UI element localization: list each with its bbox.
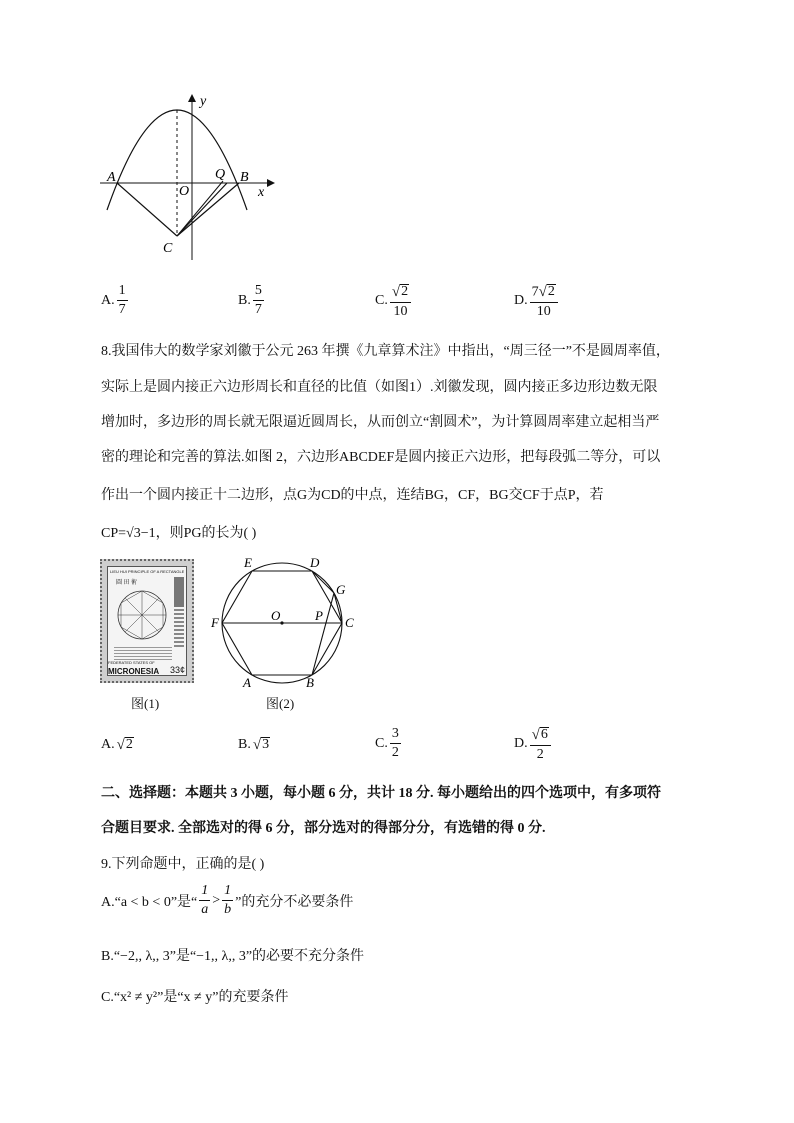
- q8-line-3: 增加时，多边形的周长就无限逼近圆周长，从而创立“割圆术”，为计算圆周率建立起相当严: [101, 415, 660, 430]
- hex-label-O: O: [271, 608, 281, 623]
- label-A: A: [107, 170, 116, 185]
- q8-option-b: B. √ 3: [238, 736, 270, 753]
- section2-line-1: 二、选择题：本题共 3 小题，每小题 6 分，共计 18 分. 每小题给出的四个选项中，有多项符: [101, 786, 661, 801]
- label-O: O: [179, 184, 190, 199]
- stamp-image: [100, 559, 194, 683]
- q9-stem: 9.下列命题中，正确的是( ): [101, 857, 265, 872]
- q8-option-c: C. $\frac{3}{2}$: [375, 726, 399, 760]
- parabola-figure: [95, 88, 280, 263]
- stamp-bottom-caption: FEDERATED STATES OF: [108, 660, 155, 665]
- q8-line-2: 实际上是圆内接正六边形周长和直径的比值（如图1）.刘徽发现，圆内接正多边形边数无限: [101, 380, 658, 395]
- label-C: C: [163, 241, 173, 256]
- hex-label-A: A: [243, 675, 251, 690]
- stamp-title: 圓 田 術: [116, 580, 138, 586]
- q9-option-c: C.“x² ≠ y²”是“x ≠ y”的充要条件: [101, 990, 289, 1005]
- q7-option-c: C. √ 2 10: [375, 284, 411, 319]
- q7-option-d: D. 7 √ 2 10: [514, 284, 558, 319]
- stamp-circle-diagram: [112, 585, 172, 645]
- label-y: y: [200, 94, 207, 109]
- q8-line-4: 密的理论和完善的算法.如图 2，六边形ABCDEF是圆内接正六边形，把每段弧二等分，可以: [101, 450, 661, 465]
- label-Q: Q: [215, 167, 226, 182]
- q7-option-b: B. $\frac{5}{7}$: [238, 283, 262, 317]
- stamp-price: 33¢: [170, 665, 186, 675]
- q9-option-b: B.“−2,, λ,, 3”是“−1,, λ,, 3”的必要不充分条件: [101, 949, 365, 964]
- stamp-top-caption: LIEU HUI PRINCIPLE OF A RECTANGLE: [110, 569, 184, 574]
- fig1-caption: 图(1): [131, 696, 160, 711]
- fig2-caption: 图(2): [266, 696, 295, 711]
- q8-option-d: D. √ 6 2: [514, 727, 551, 762]
- section2-line-2: 合题目要求. 全部选对的得 6 分，部分选对的得部分分，有选错的得 0 分.: [101, 821, 546, 836]
- q8-line-6: CP=√3−1，则PG的长为( ): [101, 526, 257, 541]
- stamp-country: MICRONESIA: [108, 667, 160, 676]
- q8-option-a: A. √ 2: [101, 736, 133, 753]
- q8-line-1: 8.我国伟大的数学家刘徽于公元 263 年撰《九章算术注》中指出，“周三径一”不是圆周率值，: [101, 344, 670, 359]
- hex-label-C: C: [345, 615, 354, 630]
- hex-label-B: B: [306, 675, 314, 690]
- hex-label-G: G: [336, 582, 346, 597]
- label-B: B: [240, 170, 249, 185]
- label-x: x: [258, 185, 265, 200]
- hex-label-F: F: [211, 615, 219, 630]
- q8-line-5: 作出一个圆内接正十二边形，点G为CD的中点，连结BG，CF，BG交CF于点P，若: [101, 488, 604, 503]
- hex-label-P: P: [315, 608, 323, 623]
- q7-option-a: A. $\frac{1}{7}$: [101, 283, 126, 317]
- hex-label-D: D: [310, 555, 320, 570]
- q9-option-a: A.“a < b < 0”是“ $\frac{1}{a}$ > $\frac{1}{b}$ ”的充分不必要条件: [101, 883, 354, 917]
- hexagon-figure: [205, 553, 365, 693]
- hex-label-E: E: [244, 555, 252, 570]
